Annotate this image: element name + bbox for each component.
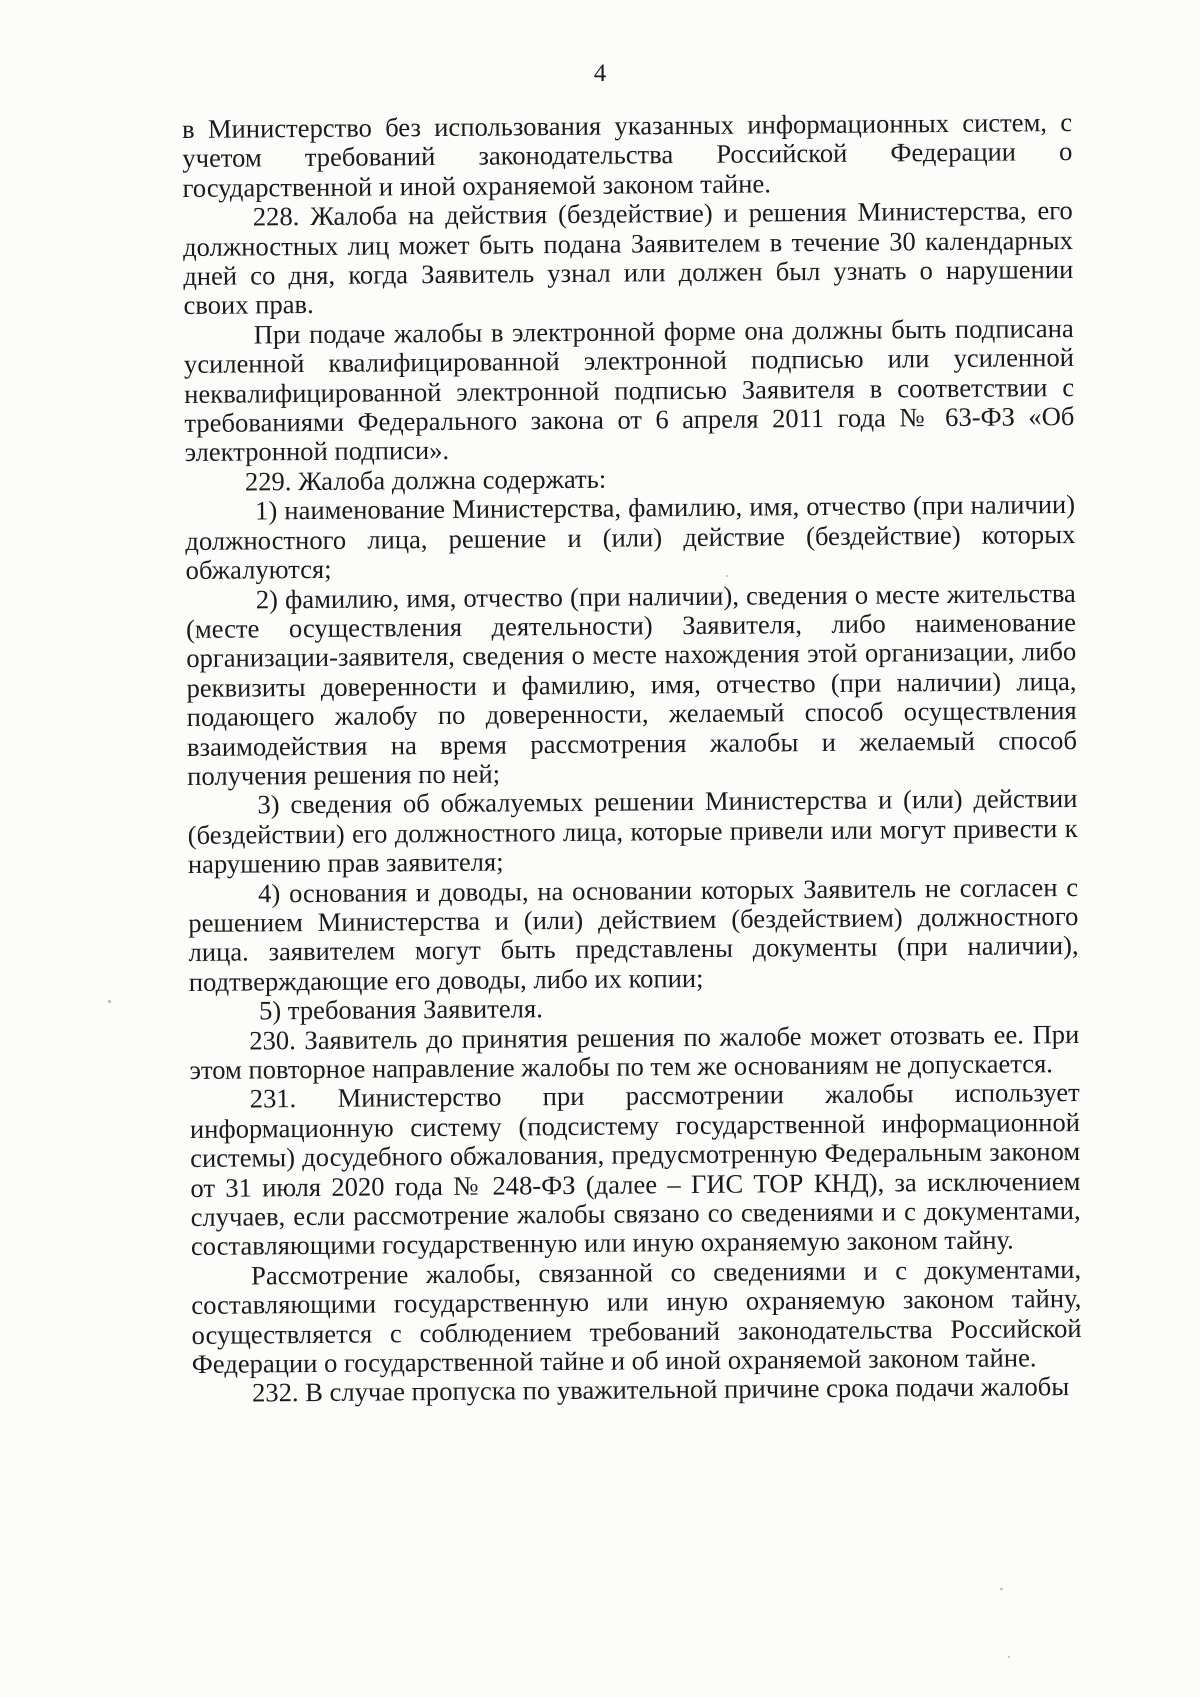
list-item-5: 5) требования Заявителя.: [258, 993, 543, 1026]
page-number: 4: [593, 60, 607, 87]
paragraph-229: 229. Жалоба должна содержать:: [244, 463, 607, 497]
list-item-2: 2) фамилию, имя, отчество (при наличии), сведения о месте жительства (месте осуществления деятельности) Заявителя, либо наименование организации-заявителя, сведения о месте нахождения этой организации, либо реквизиты доверенности и фамилию, имя, отчество (при наличии) лица, подающего жалобу по доверенности, желаемый способ осуществления взаимодействия на время рассмотрения жалобы и желаемый способ получения решения по ней;: [185, 577, 1078, 791]
paragraph-228: 228. Жалоба на действия (бездействие) и решения Министерства, его должностных лиц может быть подана Заявителем в течение 30 календарных дней со дня, когда Заявитель узнал или должен был узнать о нарушении своих прав.: [182, 195, 1074, 321]
paragraph-electronic-signature: При подаче жалобы в электронной форме она должны быть подписана усиленной квалифицированной электронной подписью или усиленной неквалифицированной электронной подписью Заявителя в соответствии с требованиями Федерального закона от 6 апреля 2011 года № 63-ФЗ «Об электронной подписи».: [183, 312, 1075, 468]
paragraph-232: 232. В случае пропуска по уважительной причине срока подачи жалобы: [251, 1371, 1070, 1408]
paragraph-231: 231. Министерство при рассмотрении жалобы использует информационную систему (подсистему государственной информационной системы) досудебного обжалования, предусмотренную Федеральным законом от 31 июля 2020 года № 248-ФЗ (далее – ГИС ТОР КНД), за исключением случаев, если рассмотрение жалобы связано со сведениями и с документами, составляющими государственную или иную охраняемую законом тайну.: [189, 1077, 1081, 1262]
scan-speck: [1008, 1656, 1010, 1658]
paragraph-continuation: в Министерство без использования указанных информационных систем, с учетом требований законодательства Российской Федерации о государственной и иной охраняемой законом тайне.: [181, 107, 1073, 203]
scan-speck: [1000, 1588, 1003, 1590]
document-body: [182, 108, 1082, 1409]
list-item-4: 4) основания и доводы, на основании которых Заявитель не согласен с решением Министерства и (или) действием (бездействием) должностного лица. заявителем могут быть представлены документы (при наличии), подтверждающие его доводы, либо их копии;: [188, 871, 1079, 997]
list-item-3: 3) сведения об обжалуемых решении Министерства и (или) действии (бездействии) его должностного лица, которые привели или могут привести к нарушению прав заявителя;: [187, 783, 1078, 880]
paragraph-230: 230. Заявитель до принятия решения по жалобе может отозвать ее. При этом повторное направление жалобы по тем же основаниям не допускается.: [189, 1018, 1080, 1085]
list-item-1: 1) наименование Министерства, фамилию, имя, отчество (при наличии) должностного лица, решение и (или) действие (бездействие) которых обжалуются;: [185, 489, 1076, 586]
scan-speck: [726, 575, 728, 577]
paragraph-secret-information: Рассмотрение жалобы, связанной со сведениями и с документами, составляющими государственную или иную охраняемую законом тайну, осуществляется с соблюдением требований законодательства Российской Федерации о государственной тайне и об иной охраняемой законом тайне.: [191, 1253, 1082, 1380]
scan-speck: [108, 1000, 111, 1003]
